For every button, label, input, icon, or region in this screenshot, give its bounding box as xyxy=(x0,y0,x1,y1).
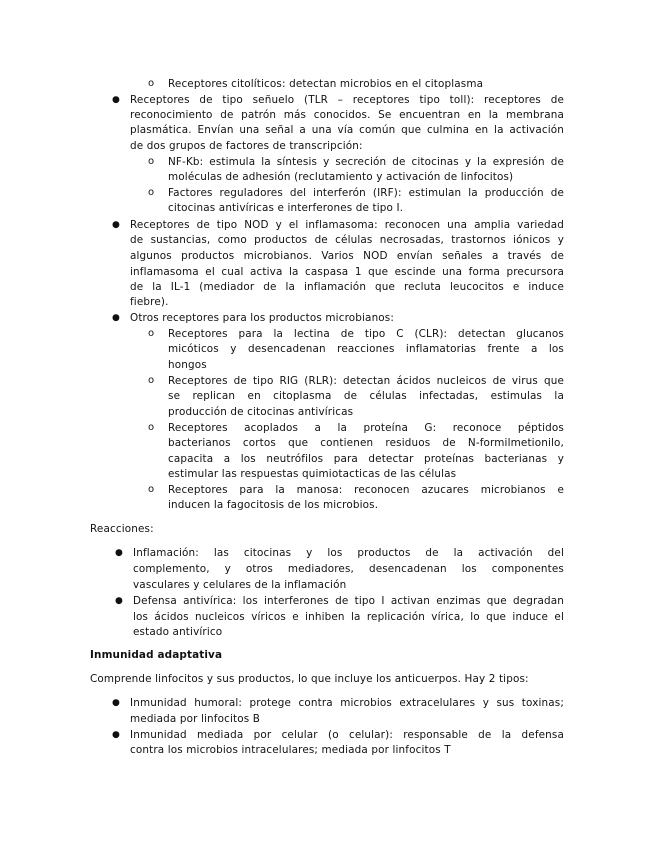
circle-bullet-icon: o xyxy=(148,328,155,339)
text-line: citocinas antivíricas e interferones de tipo I. xyxy=(168,202,404,214)
adaptativa-heading: Inmunidad adaptativa xyxy=(90,649,223,661)
text-line: inflamasoma el cual activa la caspasa 1 que escinde una forma precursora xyxy=(130,266,564,278)
text-line: hongos xyxy=(168,359,207,371)
text-line: fiebre). xyxy=(130,296,169,308)
circle-bullet-icon: o xyxy=(148,422,155,433)
text-line: Inflamación: las citocinas y los productos de la activación del xyxy=(133,547,564,559)
circle-bullet-icon: o xyxy=(148,187,155,198)
text-line: Receptores para la manosa: reconocen azucares microbianos e xyxy=(168,484,564,496)
bullet-icon: ● xyxy=(115,548,123,558)
text-line: estimular las respuestas quimiotacticas de las células xyxy=(168,468,457,480)
text-line: moléculas de adhesión (reclutamiento y activación de linfocitos) xyxy=(168,171,514,183)
bullet-icon: ● xyxy=(115,596,123,606)
text-line: Factores reguladores del interferón (IRF): estimulan la producción de xyxy=(168,187,564,199)
text-line: estado antivírico xyxy=(133,626,223,638)
bullet-icon: ● xyxy=(112,698,120,708)
reacciones-heading: Reacciones: xyxy=(90,523,154,535)
text-line: bacterianos cortos que contienen residuos de N-formilmetionilo, xyxy=(168,437,564,449)
text-line: vasculares y celulares de la inflamación xyxy=(133,579,347,591)
adaptativa-intro: Comprende linfocitos y sus productos, lo que incluye los anticuerpos. Hay 2 tipos: xyxy=(90,673,529,685)
circle-bullet-icon: o xyxy=(148,375,155,386)
text-line: contra los microbios intracelulares; mediada por linfocitos T xyxy=(130,744,451,756)
text-line: Otros receptores para los productos microbianos: xyxy=(130,312,395,324)
text-line: Receptores de tipo RIG (RLR): detectan ácidos nucleicos de virus que xyxy=(168,375,564,387)
circle-bullet-icon: o xyxy=(148,156,155,167)
bullet-icon: ● xyxy=(112,313,120,323)
text-line: reconocimiento de patrón más conocidos. Se encuentran en la membrana xyxy=(130,109,564,121)
text-line: Receptores acoplados a la proteína G: reconoce péptidos xyxy=(168,422,564,434)
text-line: de sustancias, como productos de células necrosadas, trastornos iónicos y xyxy=(130,234,564,246)
text-line: de dos grupos de factores de transcripción: xyxy=(130,140,363,152)
text-line: los ácidos nucleicos víricos e inhiben la replicación vírica, lo que induce el xyxy=(133,611,564,623)
text-line: Receptores de tipo NOD y el inflamasoma: reconocen una amplia variedad xyxy=(130,219,564,231)
bullet-icon: ● xyxy=(112,220,120,230)
text-line: se replican en citoplasma de células infectadas, estimulas la xyxy=(168,390,564,402)
text-line: complemento, y otros mediadores, desencadenan los componentes xyxy=(133,563,564,575)
text-line: inducen la fagocitosis de los microbios. xyxy=(168,499,379,511)
text-line: Defensa antivírica: los interferones de tipo I activan enzimas que degradan xyxy=(133,595,564,607)
bullet-icon: ● xyxy=(112,95,120,105)
text-line: Receptores de tipo señuelo (TLR – receptores tipo toll): receptores de xyxy=(130,94,564,106)
text-line: micóticos y desencadenan reacciones inflamatorias frente a los xyxy=(168,343,564,355)
text-line: NF-Kb: estimula la síntesis y secreción de citocinas y la expresión de xyxy=(168,156,564,168)
circle-bullet-icon: o xyxy=(148,78,155,89)
text-line: de la IL-1 (mediador de la inflamación que recluta leucocitos e induce xyxy=(130,281,564,293)
text-line: Inmunidad mediada por celular (o celular): responsable de la defensa xyxy=(130,729,564,741)
text-line: Inmunidad humoral: protege contra microbios extracelulares y sus toxinas; xyxy=(130,697,564,709)
text-line: Receptores para la lectina de tipo C (CLR): detectan glucanos xyxy=(168,328,564,340)
circle-bullet-icon: o xyxy=(148,484,155,495)
bullet-icon: ● xyxy=(112,730,120,740)
text-line: producción de citocinas antivíricas xyxy=(168,406,354,418)
text-line: plasmática. Envían una señal a una vía común que culmina en la activación xyxy=(130,124,564,136)
text-line: algunos productos microbianos. Varios NOD envían señales a través de xyxy=(130,250,564,262)
text-line: mediada por linfocitos B xyxy=(130,713,261,725)
text-line: capacita a los neutrófilos para detectar proteínas bacterianas y xyxy=(168,453,564,465)
text-line: Receptores citolíticos: detectan microbios en el citoplasma xyxy=(168,78,484,90)
